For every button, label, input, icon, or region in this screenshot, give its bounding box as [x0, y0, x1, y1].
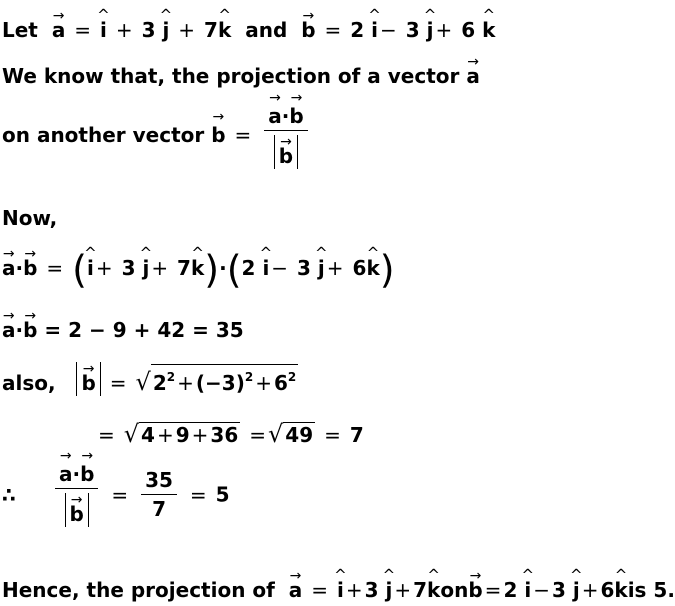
unit-i: ^ i: [337, 578, 344, 602]
dot-calculation: = 2 − 9 + 42 = 35: [44, 318, 244, 342]
b-coeff-i: 2: [503, 578, 518, 602]
value-7: 7: [349, 423, 364, 447]
unit-k: ^ k: [191, 256, 204, 280]
term-3: 6: [273, 371, 288, 395]
is-text: is 5.: [627, 578, 675, 602]
line-therefore: ∴ → a·→ b → b = $\frac{35}{7}$ = 5: [2, 462, 230, 527]
therefore-symbol: ∴: [2, 482, 16, 507]
line-statement: [2, 64, 480, 88]
vector-b: → b: [23, 256, 37, 280]
line-dot-expansion: → a·→ b = (^ i + 3 ^ j + 7^ k)·(2 ^ i − 3 ^ j + 6^ k): [2, 256, 395, 282]
b-coeff-k: 6: [600, 578, 615, 602]
value-49: 49: [285, 423, 314, 447]
sum-2: 9: [175, 423, 190, 447]
line-formula: on another vector → b = → a·→ b → b: [2, 104, 312, 169]
b-coeff-j: 3: [551, 578, 566, 602]
sqrt-symbol: √: [135, 368, 151, 396]
line-now: [2, 206, 57, 230]
magnitude-b: [65, 493, 89, 527]
result-value: 5: [215, 482, 230, 507]
and-text: and: [245, 18, 288, 42]
formula-text: on another vector: [2, 123, 205, 147]
unit-k: ^ k: [366, 256, 379, 280]
vector-a: → a: [52, 18, 66, 42]
on-text: on: [440, 578, 469, 602]
vector-a: → a: [2, 256, 16, 280]
let-text: Let: [2, 18, 38, 42]
b-coeff-j: 3: [405, 18, 420, 42]
line-magnitude-eval: = √ 4 + 9 + 36 =√ 49 = 7: [98, 420, 364, 448]
vector-a: → a: [59, 462, 73, 486]
also-text: also,: [2, 371, 56, 395]
fraction-numerator: → a·→ b: [55, 462, 98, 489]
vector-b: → b: [279, 145, 293, 167]
line-dot-result: → a·→ b = 2 − 9 + 42 = 35: [2, 318, 244, 342]
b-coeff-i: 2: [350, 18, 365, 42]
vector-b: → b: [301, 18, 315, 42]
projection-fraction: [55, 462, 98, 527]
b-coeff-j: 3: [297, 256, 311, 280]
fraction-denominator: [274, 131, 298, 169]
denominator-7: 7: [152, 497, 166, 521]
term-1: 2: [152, 371, 167, 395]
vector-b: → b: [70, 503, 84, 525]
term-2: −3: [205, 371, 236, 395]
vector-b: → b: [211, 123, 225, 147]
vector-b: → b: [289, 104, 303, 128]
vector-b: → b: [81, 372, 95, 394]
now-text: Now,: [2, 206, 58, 230]
b-coeff-i: 2: [241, 256, 256, 280]
vector-a: → a: [466, 64, 480, 88]
numeric-fraction: [141, 468, 177, 521]
line-definitions: Let → a = ^ i + 3 ^ j + 7^ k and → b = 2 ^ i − 3 ^ j + 6 ^ k: [2, 18, 495, 42]
sqrt-symbol: √: [123, 420, 140, 448]
numerator-35: 35: [141, 468, 177, 495]
unit-j: ^ j: [162, 18, 169, 42]
b-coeff-k: 6: [461, 18, 476, 42]
line-magnitude: also, → b = √ $2^2 + (-3)^2 + 6^2$: [2, 362, 298, 396]
line-conclusion: Hence, the projection of → a = ^ i + 3 ^ j + 7^ kon→ b = 2 ^ i − 3 ^ j + 6^ kis 5.: [2, 578, 675, 602]
hence-text: Hence, the projection of: [2, 578, 275, 602]
a-coeff-j: 3: [141, 18, 156, 42]
fraction-denominator: [65, 489, 89, 527]
unit-i: ^ i: [262, 256, 269, 280]
vector-b: → b: [23, 318, 37, 342]
unit-j: ^ j: [427, 18, 434, 42]
b-coeff-k: 6: [352, 256, 367, 280]
sqrt-49: [283, 422, 315, 447]
vector-a: → a: [268, 104, 282, 128]
unit-j: ^ j: [318, 256, 325, 280]
unit-k: ^ k: [482, 18, 495, 42]
vector-a: → a: [2, 318, 16, 342]
projection-fraction: [264, 104, 307, 169]
vector-b: → b: [80, 462, 94, 486]
sum-1: 4: [141, 423, 155, 447]
unit-j: ^ j: [573, 578, 580, 602]
sqrt-content: $2^2 + (-3)^2 + 6^2$: [151, 364, 298, 395]
sqrt-sum: 4 + 9 + 36: [141, 423, 239, 447]
a-coeff-k: 7: [177, 256, 191, 280]
unit-i: ^ i: [524, 578, 531, 602]
unit-k: ^ k: [427, 578, 440, 602]
vector-a: → a: [289, 578, 303, 602]
statement-text: We know that, the projection of a vector: [2, 64, 460, 88]
a-coeff-k: 7: [204, 18, 218, 42]
unit-j: ^ j: [386, 578, 393, 602]
magnitude-b: [274, 135, 298, 169]
sum-3: 36: [210, 423, 239, 447]
a-coeff-k: 7: [413, 578, 428, 602]
unit-i: ^ i: [87, 256, 94, 280]
unit-i: ^ i: [100, 18, 107, 42]
unit-j: ^ j: [142, 256, 149, 280]
unit-k: ^ k: [614, 578, 627, 602]
magnitude-b: [76, 362, 100, 396]
fraction-numerator: → a·→ b: [264, 104, 307, 131]
sqrt-symbol: √: [267, 420, 284, 448]
a-coeff-j: 3: [121, 256, 136, 280]
vector-b: → b: [468, 578, 482, 602]
unit-i: ^ i: [371, 18, 378, 42]
unit-k: ^ k: [218, 18, 231, 42]
a-coeff-j: 3: [364, 578, 379, 602]
